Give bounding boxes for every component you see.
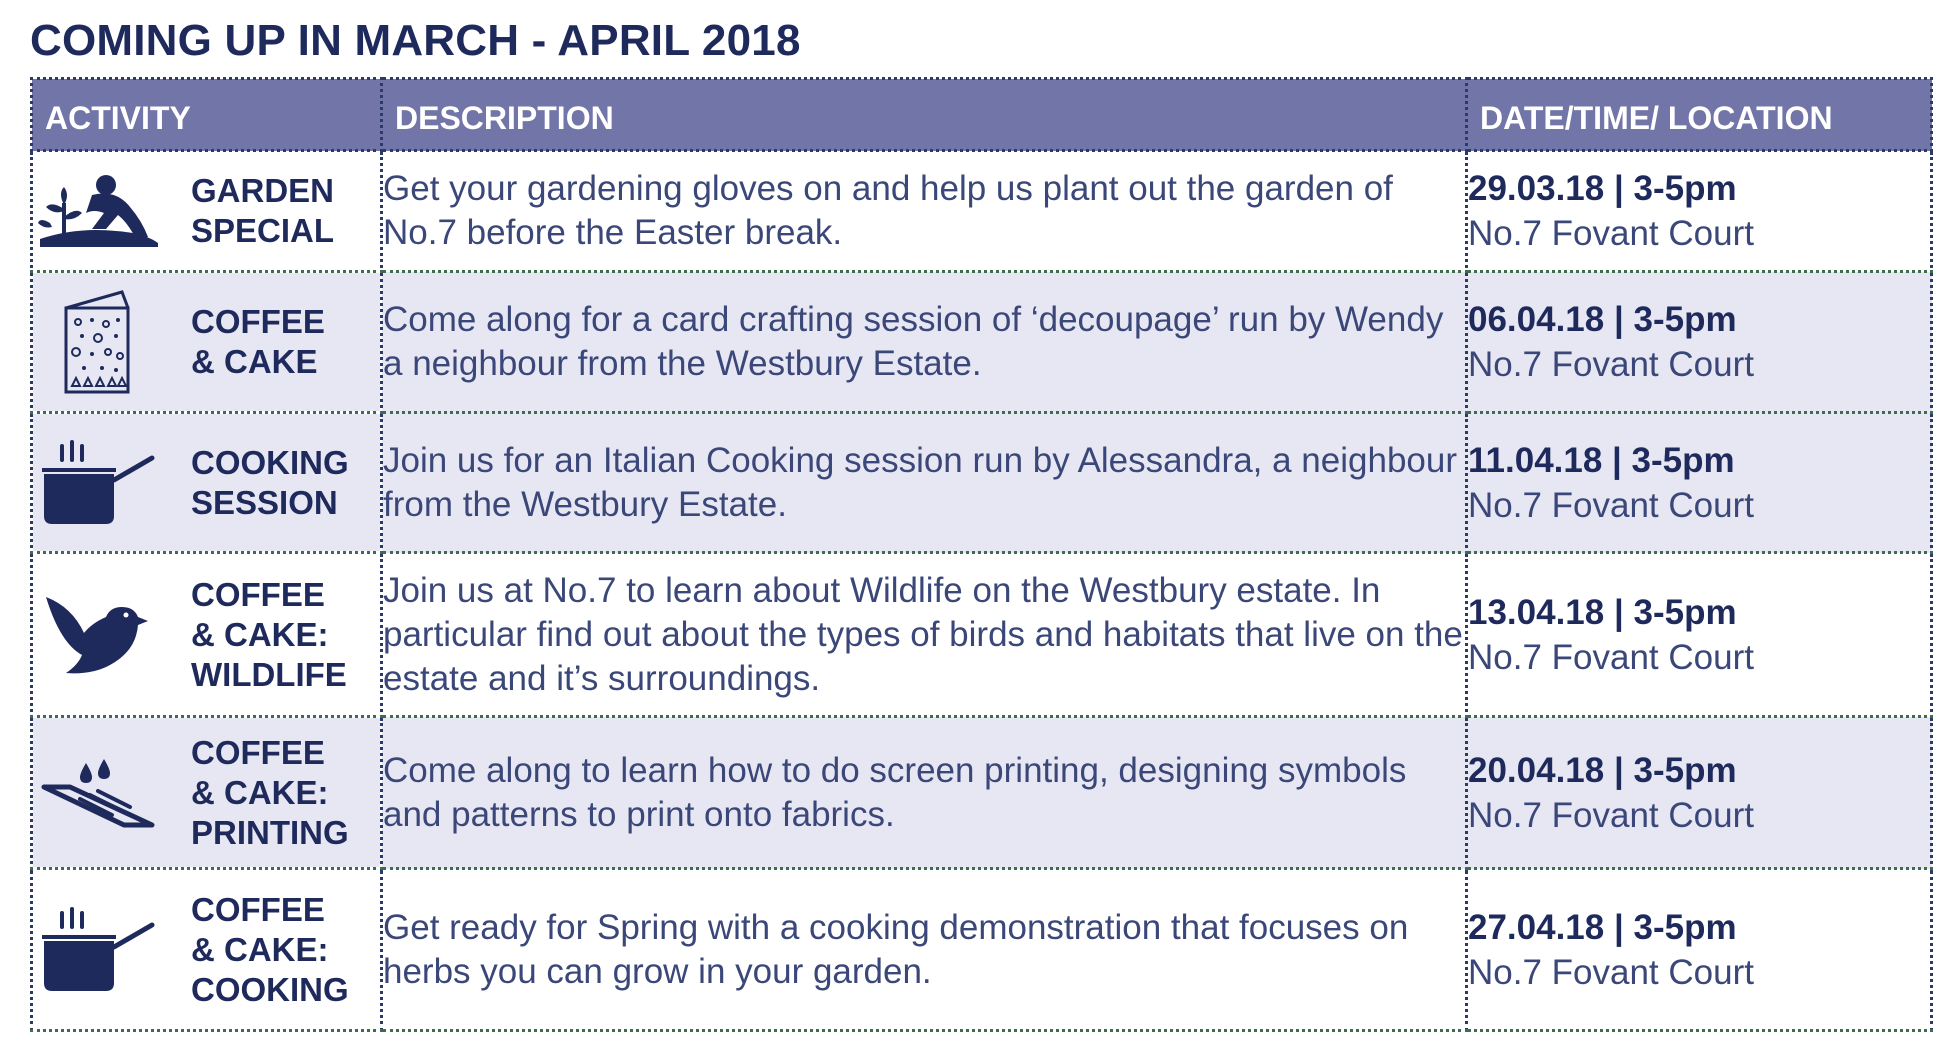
table-header-row [32, 79, 1932, 151]
table-row [32, 869, 1932, 1031]
activity-label: COFFEE & CAKE: COOKING [191, 890, 349, 1008]
event-date: 06.04.18 | 3-5pm [1468, 300, 1737, 339]
date-location-cell [1467, 553, 1932, 717]
event-date: 20.04.18 | 3-5pm [1468, 750, 1737, 790]
date-location-cell [1467, 413, 1932, 553]
date-location-cell [1467, 869, 1932, 1031]
activity-label: COOKING SESSION [191, 443, 349, 521]
event-location: No.7 Fovant Court [1468, 637, 1754, 677]
activity-label: COFFEE & CAKE [191, 303, 325, 380]
header-activity: ACTIVITY [32, 79, 382, 151]
description-cell: Join us for an Italian Cooking session run by Alessandra, a neighbour from the Westbury Estate. [382, 413, 1467, 553]
event-date: 29.03.18 | 3-5pm [1468, 169, 1737, 208]
header-description: DESCRIPTION [382, 79, 1467, 151]
description-cell: Get your gardening gloves on and help us plant out the garden of No.7 before the Easter break. [382, 151, 1467, 272]
activity-cell [32, 151, 382, 272]
description-cell: Come along to learn how to do screen printing, designing symbols and patterns to print onto fabrics. [382, 717, 1467, 869]
table-row [32, 553, 1932, 717]
activity-cell [32, 553, 382, 717]
activity-label: COFFEE & CAKE: WILDLIFE [191, 575, 347, 693]
description-cell: Come along for a card crafting session of ‘decoupage’ run by Wendy a neighbour from the Westbury Estate. [382, 272, 1467, 413]
table-row [32, 272, 1932, 413]
activity-cell [32, 717, 382, 869]
event-location: No.7 Fovant Court [1468, 795, 1754, 835]
activity-cell [32, 272, 382, 413]
page-title: COMING UP IN MARCH - APRIL 2018 [30, 16, 801, 65]
date-location-cell [1467, 151, 1932, 272]
event-location: No.7 Fovant Court [1468, 345, 1754, 384]
saucepan-icon [33, 440, 163, 526]
events-table [30, 77, 1933, 1032]
event-location: No.7 Fovant Court [1468, 952, 1754, 992]
event-date: 13.04.18 | 3-5pm [1468, 592, 1737, 632]
table-row [32, 413, 1932, 553]
description-cell: Get ready for Spring with a cooking demonstration that focuses on herbs you can grow in your garden. [382, 869, 1467, 1031]
activity-cell [32, 869, 382, 1031]
bird-icon [33, 593, 163, 677]
description-cell: Join us at No.7 to learn about Wildlife on the Westbury estate. In particular find out about the types of birds and habitats that live on the estate and it’s surroundings. [382, 553, 1467, 717]
date-location-cell [1467, 272, 1932, 413]
event-location: No.7 Fovant Court [1468, 214, 1754, 253]
event-date: 27.04.18 | 3-5pm [1468, 907, 1737, 947]
table-row [32, 717, 1932, 869]
screen-print-icon [33, 757, 163, 829]
event-location: No.7 Fovant Court [1468, 485, 1754, 525]
event-date: 11.04.18 | 3-5pm [1468, 440, 1735, 480]
gardener-icon [33, 173, 163, 249]
greeting-card-icon [33, 290, 163, 394]
activity-label: COFFEE & CAKE: PRINTING [191, 733, 349, 851]
activity-label: GARDEN SPECIAL [191, 172, 335, 249]
table-row [32, 151, 1932, 272]
header-date-time-location: DATE/TIME/ LOCATION [1467, 79, 1932, 151]
activity-cell [32, 413, 382, 553]
date-location-cell [1467, 717, 1932, 869]
saucepan-icon [33, 907, 163, 993]
